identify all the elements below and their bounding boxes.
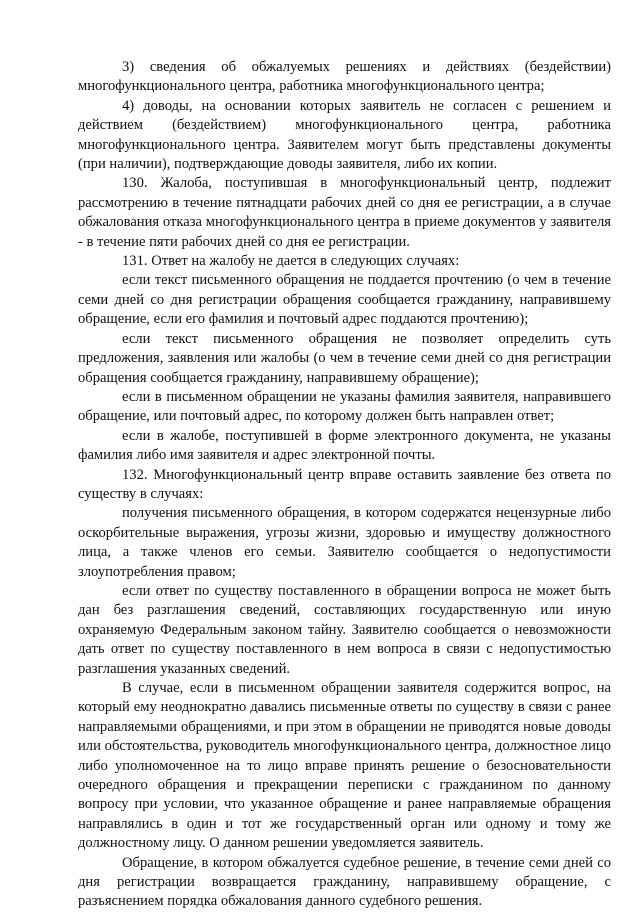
paragraph-131-case-no-name: если в письменном обращении не указаны фамилия заявителя, направившего обращение, или почтовый адрес, по которому должен быть направлен ответ;	[78, 388, 611, 425]
paragraph-131-case-electronic: если в жалобе, поступившей в форме электронного документа, не указаны фамилия либо имя заявителя и адрес электронной почты.	[78, 427, 611, 464]
paragraph-131: 131. Ответ на жалобу не дается в следующих случаях:	[122, 253, 460, 270]
paragraph-item-4: 4) доводы, на основании которых заявитель не согласен с решением и действием (бездействием) многофункционального центра, работника многофункционального центра. Заявителем могут быть представлены документы (при наличии), подтверждающие доводы заявителя, либо их копии.	[78, 97, 611, 173]
paragraph-131-case-unreadable: если текст письменного обращения не поддается прочтению (о чем в течение семи дней со дня регистрации обращения сообщается гражданину, направившему обращение, если его фамилия и почтовый адрес поддаются прочтению);	[78, 272, 611, 328]
paragraph-132-case-secret: если ответ по существу поставленного в обращении вопроса не может быть дан без разглашения сведений, составляющих государственную или иную охраняемую Федеральным законом тайну. Заявителю сообщается о невозможности дать ответ по существу поставленного в нем вопроса в связи с недопустимостью разглашения указанных сведений.	[78, 582, 611, 677]
paragraph-132: 132. Многофункциональный центр вправе оставить заявление без ответа по существу в случаях:	[78, 466, 611, 502]
paragraph-court-decision: Обращение, в котором обжалуется судебное решение, в течение семи дней со дня регистрации возвращается гражданину, направившему обращение, с разъяснением порядка обжалования данного судебного решения.	[78, 854, 611, 910]
paragraph-131-case-undefined-essence: если текст письменного обращения не позволяет определить суть предложения, заявления или жалобы (о чем в течение семи дней со дня регистрации обращения сообщается гражданину, направившему обращение);	[78, 330, 611, 386]
document-page	[78, 58, 611, 912]
paragraph-item-3: 3) сведения об обжалуемых решениях и действиях (бездействии) многофункционального центра, работника многофункционального центра;	[78, 59, 611, 95]
paragraph-repeated-appeal: В случае, если в письменном обращении заявителя содержится вопрос, на который ему неоднократно давались письменные ответы по существу в связи с ранее направляемыми обращениями, и при этом в обращении не приводятся новые доводы или обстоятельства, руководитель многофункционального центра, должностное лицо либо уполномоченное на то лицо вправе принять решение о безосновательности очередного обращения и прекращении переписки с гражданином по данному вопросу при условии, что указанное обращение и ранее направляемые обращения направлялись в один и тот же государственный орган или одному и тому же должностному лицу. О данном решении уведомляется заявитель.	[78, 680, 611, 852]
paragraph-130: 130. Жалоба, поступившая в многофункциональный центр, подлежит рассмотрению в течение пятнадцати рабочих дней со дня ее регистрации, а в случае обжалования отказа многофункционального центра в приеме документов у заявителя - в течение пяти рабочих дней со дня ее регистрации.	[78, 175, 611, 250]
paragraph-132-case-obscene: получения письменного обращения, в котором содержатся нецензурные либо оскорбительные выражения, угрозы жизни, здоровью и имуществу должностного лица, а также членов его семьи. Заявителю сообщается о недопустимости злоупотребления правом;	[78, 505, 611, 580]
